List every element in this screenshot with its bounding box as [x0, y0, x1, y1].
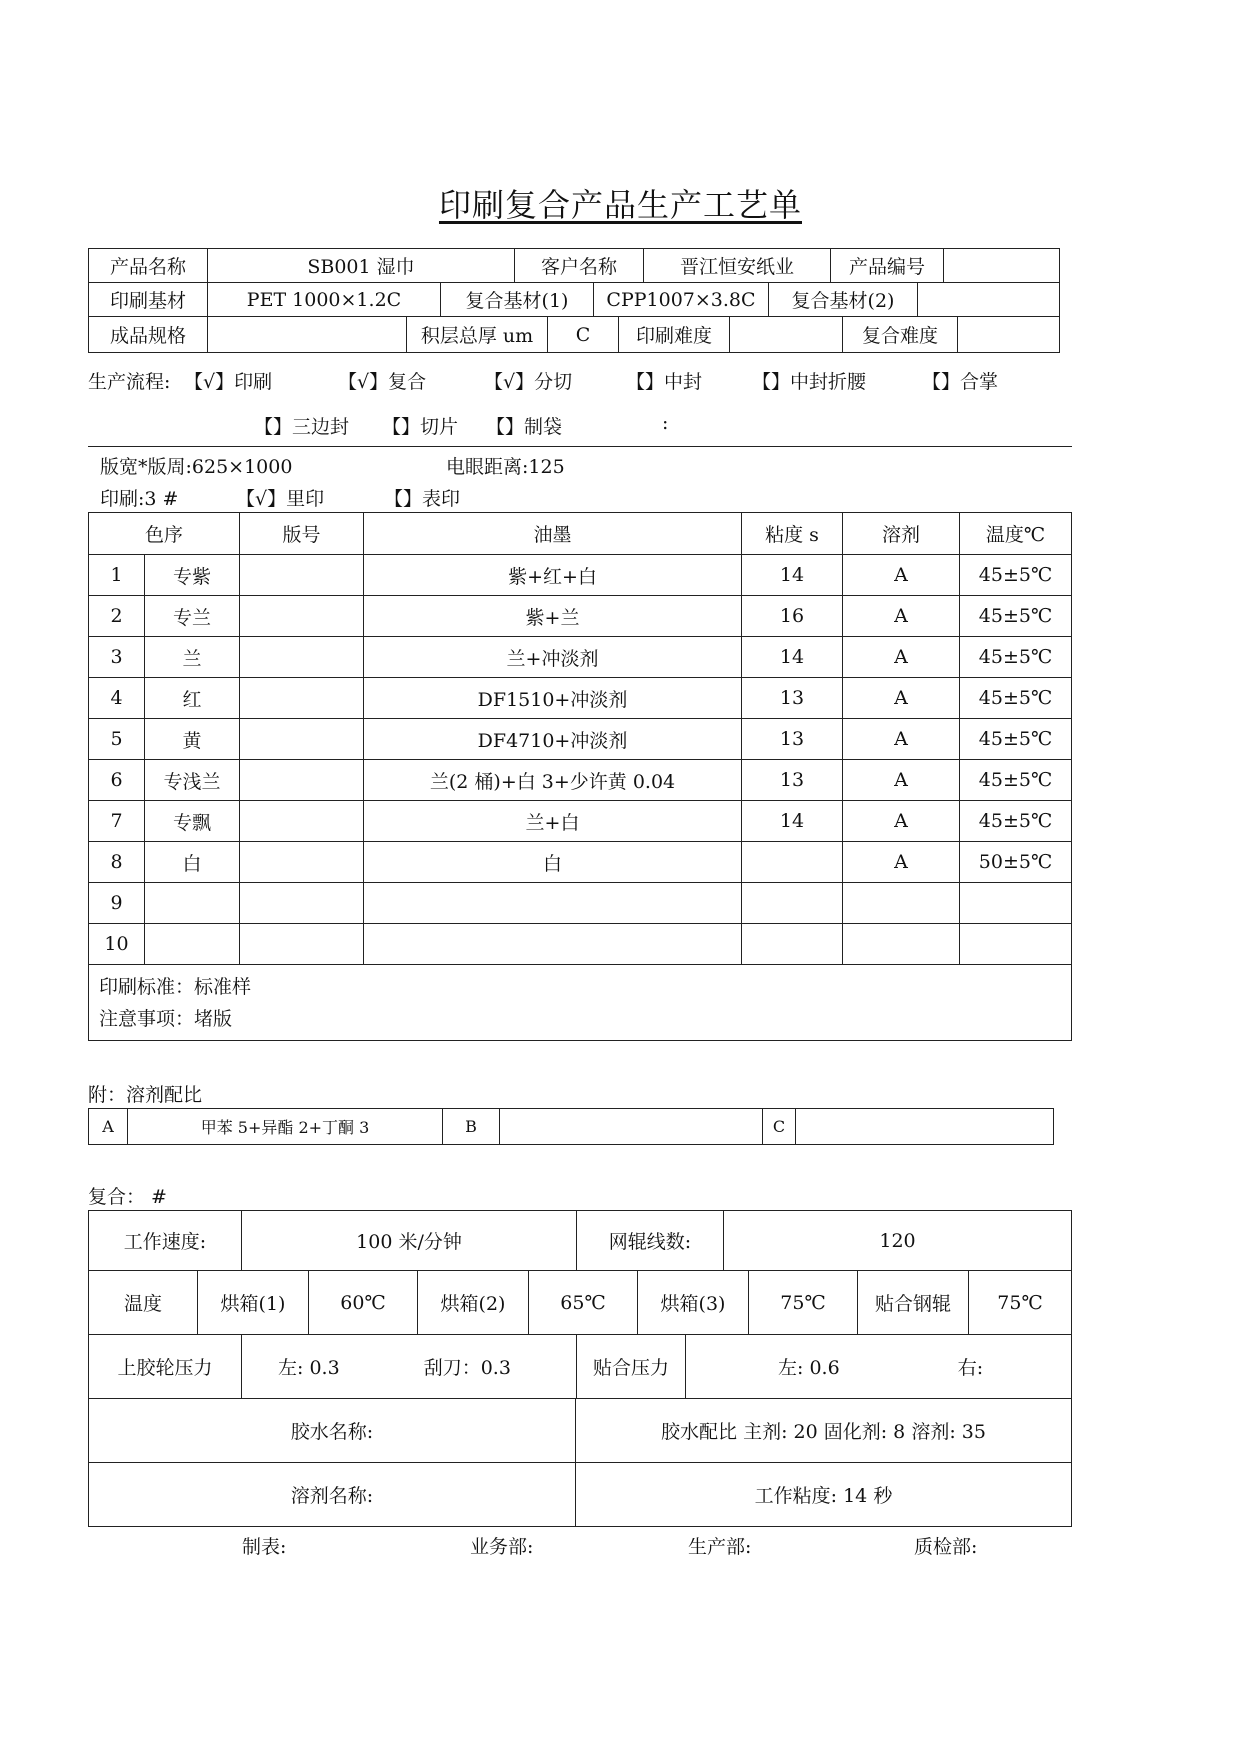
ink-row-plate: [240, 719, 364, 760]
comp2-label: 复合基材(2): [769, 283, 918, 317]
mesh-value: 120: [724, 1211, 1072, 1271]
speed-label: 工作速度:: [89, 1211, 242, 1271]
ink-row-color: 专兰: [145, 596, 240, 637]
ink-row-viscosity: 16: [742, 596, 843, 637]
ink-row-solvent: A: [843, 760, 960, 801]
laminate-pressure-cell: [686, 1335, 1072, 1399]
print-notes: 注意事项：堵版: [99, 1007, 233, 1030]
ink-row-color: 白: [145, 842, 240, 883]
table-row: [89, 637, 1072, 678]
oven2-label: 烘箱(2): [418, 1271, 529, 1335]
spec-label: 成品规格: [89, 317, 208, 353]
solvent-c-value: [796, 1109, 1054, 1145]
ink-row-ink: 紫+红+白: [364, 555, 742, 596]
print-substrate-value: PET 1000×1.2C: [208, 283, 441, 317]
glue-pressure-label: 上胶轮压力: [89, 1335, 242, 1399]
table-row: [89, 883, 1072, 924]
ink-row-solvent: A: [843, 719, 960, 760]
ink-header-solvent: 溶剂: [843, 513, 960, 555]
glue-ratio: 胶水配比 主剂: 20 固化剂: 8 溶剂: 35: [576, 1399, 1072, 1463]
ink-row-viscosity: [742, 883, 843, 924]
ink-row-plate: [240, 596, 364, 637]
ink-row-no: 8: [89, 842, 145, 883]
thickness-value: C: [548, 317, 619, 353]
ink-row-solvent: A: [843, 842, 960, 883]
eye-distance: 电眼距离:125: [446, 456, 565, 478]
ink-row-plate: [240, 678, 364, 719]
footer-maker: 制表:: [242, 1536, 287, 1558]
solvent-a-value: 甲苯 5+异酯 2+丁酮 3: [128, 1109, 443, 1145]
glue-left: 左: 0.3: [278, 1357, 340, 1379]
ink-row-temperature: 50±5℃: [960, 842, 1072, 883]
ink-row-temperature: 45±5℃: [960, 555, 1072, 596]
ink-row-color: [145, 883, 240, 924]
table-row: [89, 678, 1072, 719]
ink-row-temperature: [960, 883, 1072, 924]
print-substrate-label: 印刷基材: [89, 283, 208, 317]
table-row: [89, 801, 1072, 842]
process-print: 【√】印刷: [184, 371, 273, 393]
composite-label: 复合： #: [88, 1186, 167, 1208]
table-row: [89, 596, 1072, 637]
ink-row-viscosity: [742, 842, 843, 883]
print-count: 印刷:3 #: [100, 488, 179, 510]
table-row: [89, 760, 1072, 801]
ink-row-solvent: A: [843, 637, 960, 678]
ink-row-viscosity: 14: [742, 801, 843, 842]
print-standard: 印刷标准：标准样: [99, 975, 252, 998]
table-row: [89, 842, 1072, 883]
ink-row-plate: [240, 760, 364, 801]
ink-row-solvent: [843, 924, 960, 965]
comp1-label: 复合基材(1): [441, 283, 594, 317]
ink-row-ink: 紫+兰: [364, 596, 742, 637]
ink-row-temperature: 45±5℃: [960, 596, 1072, 637]
glue-pressure-cell: [242, 1335, 577, 1399]
roller-value: 75℃: [969, 1271, 1072, 1335]
laminate-left: 左: 0.6: [778, 1357, 840, 1379]
ink-row-solvent: A: [843, 555, 960, 596]
ink-row-solvent: A: [843, 678, 960, 719]
ink-row-color: [145, 924, 240, 965]
product-no-value: [944, 249, 1060, 283]
solvent-b-value: [500, 1109, 763, 1145]
ink-row-viscosity: 14: [742, 637, 843, 678]
glue-name: 胶水名称:: [89, 1399, 576, 1463]
surface-print-option: 【】表印: [384, 488, 461, 510]
comp-difficulty-label: 复合难度: [843, 317, 958, 353]
print-difficulty-value: [730, 317, 843, 353]
footer-qc: 质检部:: [914, 1536, 978, 1558]
process-bag-making: 【】制袋: [486, 416, 563, 438]
thickness-label: 积层总厚 um: [407, 317, 548, 353]
plate-size: 版宽*版周:625×1000: [100, 456, 293, 478]
oven2-value: 65℃: [529, 1271, 638, 1335]
ink-row-no: 2: [89, 596, 145, 637]
ink-row-color: 红: [145, 678, 240, 719]
process-three-side-seal: 【】三边封: [254, 416, 350, 438]
ink-header-color-order: 色序: [89, 513, 240, 555]
ink-row-temperature: 45±5℃: [960, 637, 1072, 678]
oven1-label: 烘箱(1): [198, 1271, 309, 1335]
solvent-ratio-label: 附：溶剂配比: [88, 1084, 203, 1106]
composite-speed-table: [88, 1210, 1072, 1271]
solvent-b-label: B: [443, 1109, 500, 1145]
ink-row-no: 10: [89, 924, 145, 965]
ink-row-ink: [364, 924, 742, 965]
oven3-label: 烘箱(3): [638, 1271, 749, 1335]
ink-row-plate: [240, 883, 364, 924]
ink-row-plate: [240, 801, 364, 842]
laminate-right: 右:: [957, 1357, 984, 1379]
solvent-c-label: C: [763, 1109, 796, 1145]
divider: [88, 446, 1072, 447]
composite-glue-table: [88, 1398, 1072, 1527]
oven3-value: 75℃: [749, 1271, 858, 1335]
process-center-seal: 【】中封: [626, 371, 703, 393]
ink-row-no: 1: [89, 555, 145, 596]
ink-row-no: 4: [89, 678, 145, 719]
ink-row-ink: 兰+白: [364, 801, 742, 842]
ink-row-plate: [240, 555, 364, 596]
ink-row-color: 兰: [145, 637, 240, 678]
ink-row-solvent: A: [843, 596, 960, 637]
table-row: [89, 555, 1072, 596]
ink-row-temperature: 45±5℃: [960, 719, 1072, 760]
product-name-value: SB001 湿巾: [208, 249, 515, 283]
ink-row-no: 6: [89, 760, 145, 801]
process-label: 生产流程:: [88, 371, 171, 393]
product-name-label: 产品名称: [89, 249, 208, 283]
ink-row-viscosity: 14: [742, 555, 843, 596]
work-viscosity: 工作粘度: 14 秒: [576, 1463, 1072, 1527]
ink-row-temperature: [960, 924, 1072, 965]
ink-row-color: 专紫: [145, 555, 240, 596]
ink-row-ink: 兰+冲淡剂: [364, 637, 742, 678]
ink-row-viscosity: 13: [742, 760, 843, 801]
ink-row-color: 专浅兰: [145, 760, 240, 801]
solvent-a-label: A: [89, 1109, 128, 1145]
process-cut-sheet: 【】切片: [382, 416, 459, 438]
comp2-value: [918, 283, 1060, 317]
ink-row-plate: [240, 924, 364, 965]
ink-row-ink: 兰(2 桶)+白 3+少许黄 0.04: [364, 760, 742, 801]
ink-row-temperature: 45±5℃: [960, 760, 1072, 801]
product-no-label: 产品编号: [831, 249, 944, 283]
table-row: [89, 719, 1072, 760]
composite-temperature-table: [88, 1270, 1072, 1335]
process-lap-seal: 【】合掌: [922, 371, 999, 393]
blade: 刮刀：0.3: [423, 1357, 511, 1379]
footer-sales: 业务部:: [470, 1536, 534, 1558]
ink-header-ink: 油墨: [364, 513, 742, 555]
ink-row-no: 3: [89, 637, 145, 678]
ink-row-viscosity: 13: [742, 678, 843, 719]
oven1-value: 60℃: [309, 1271, 418, 1335]
print-notes-cell: [89, 965, 1072, 1041]
ink-header-viscosity: 粘度 s: [742, 513, 843, 555]
ink-row-viscosity: 13: [742, 719, 843, 760]
comp-difficulty-value: [958, 317, 1060, 353]
temp-label: 温度: [89, 1271, 198, 1335]
footer-production: 生产部:: [688, 1536, 752, 1558]
ink-row-ink: DF1510+冲淡剂: [364, 678, 742, 719]
composite-pressure-table: [88, 1334, 1072, 1399]
spec-table: [88, 316, 1060, 353]
substrate-table: [88, 282, 1060, 317]
spec-value: [208, 317, 407, 353]
ink-row-no: 7: [89, 801, 145, 842]
ink-row-plate: [240, 842, 364, 883]
product-info-table: [88, 248, 1060, 283]
customer-label: 客户名称: [515, 249, 644, 283]
ink-row-color: 黄: [145, 719, 240, 760]
ink-row-viscosity: [742, 924, 843, 965]
process-center-seal-fold: 【】中封折腰: [752, 371, 867, 393]
comp1-value: CPP1007×3.8C: [594, 283, 769, 317]
ink-row-solvent: A: [843, 801, 960, 842]
ink-header-temperature: 温度℃: [960, 513, 1072, 555]
solvent-name: 溶剂名称:: [89, 1463, 576, 1527]
mesh-label: 网辊线数:: [577, 1211, 724, 1271]
ink-row-ink: 白: [364, 842, 742, 883]
ink-table: [88, 512, 1072, 1041]
solvent-ratio-table: [88, 1108, 1054, 1145]
table-row: [89, 924, 1072, 965]
ink-row-ink: [364, 883, 742, 924]
customer-value: 晋江恒安纸业: [644, 249, 831, 283]
ink-header-plate-no: 版号: [240, 513, 364, 555]
laminate-pressure-label: 贴合压力: [577, 1335, 686, 1399]
ink-row-ink: DF4710+冲淡剂: [364, 719, 742, 760]
ink-row-solvent: [843, 883, 960, 924]
roller-label: 贴合钢辊: [858, 1271, 969, 1335]
process-slitting: 【√】分切: [484, 371, 573, 393]
process-composite: 【√】复合: [338, 371, 427, 393]
ink-row-no: 5: [89, 719, 145, 760]
process-trailing: :: [662, 412, 669, 434]
ink-row-temperature: 45±5℃: [960, 801, 1072, 842]
inner-print-option: 【√】里印: [236, 488, 325, 510]
ink-row-no: 9: [89, 883, 145, 924]
speed-value: 100 米/分钟: [242, 1211, 577, 1271]
ink-row-color: 专飘: [145, 801, 240, 842]
print-difficulty-label: 印刷难度: [619, 317, 730, 353]
page-title: 印刷复合产品生产工艺单: [438, 186, 802, 224]
ink-row-temperature: 45±5℃: [960, 678, 1072, 719]
ink-row-plate: [240, 637, 364, 678]
